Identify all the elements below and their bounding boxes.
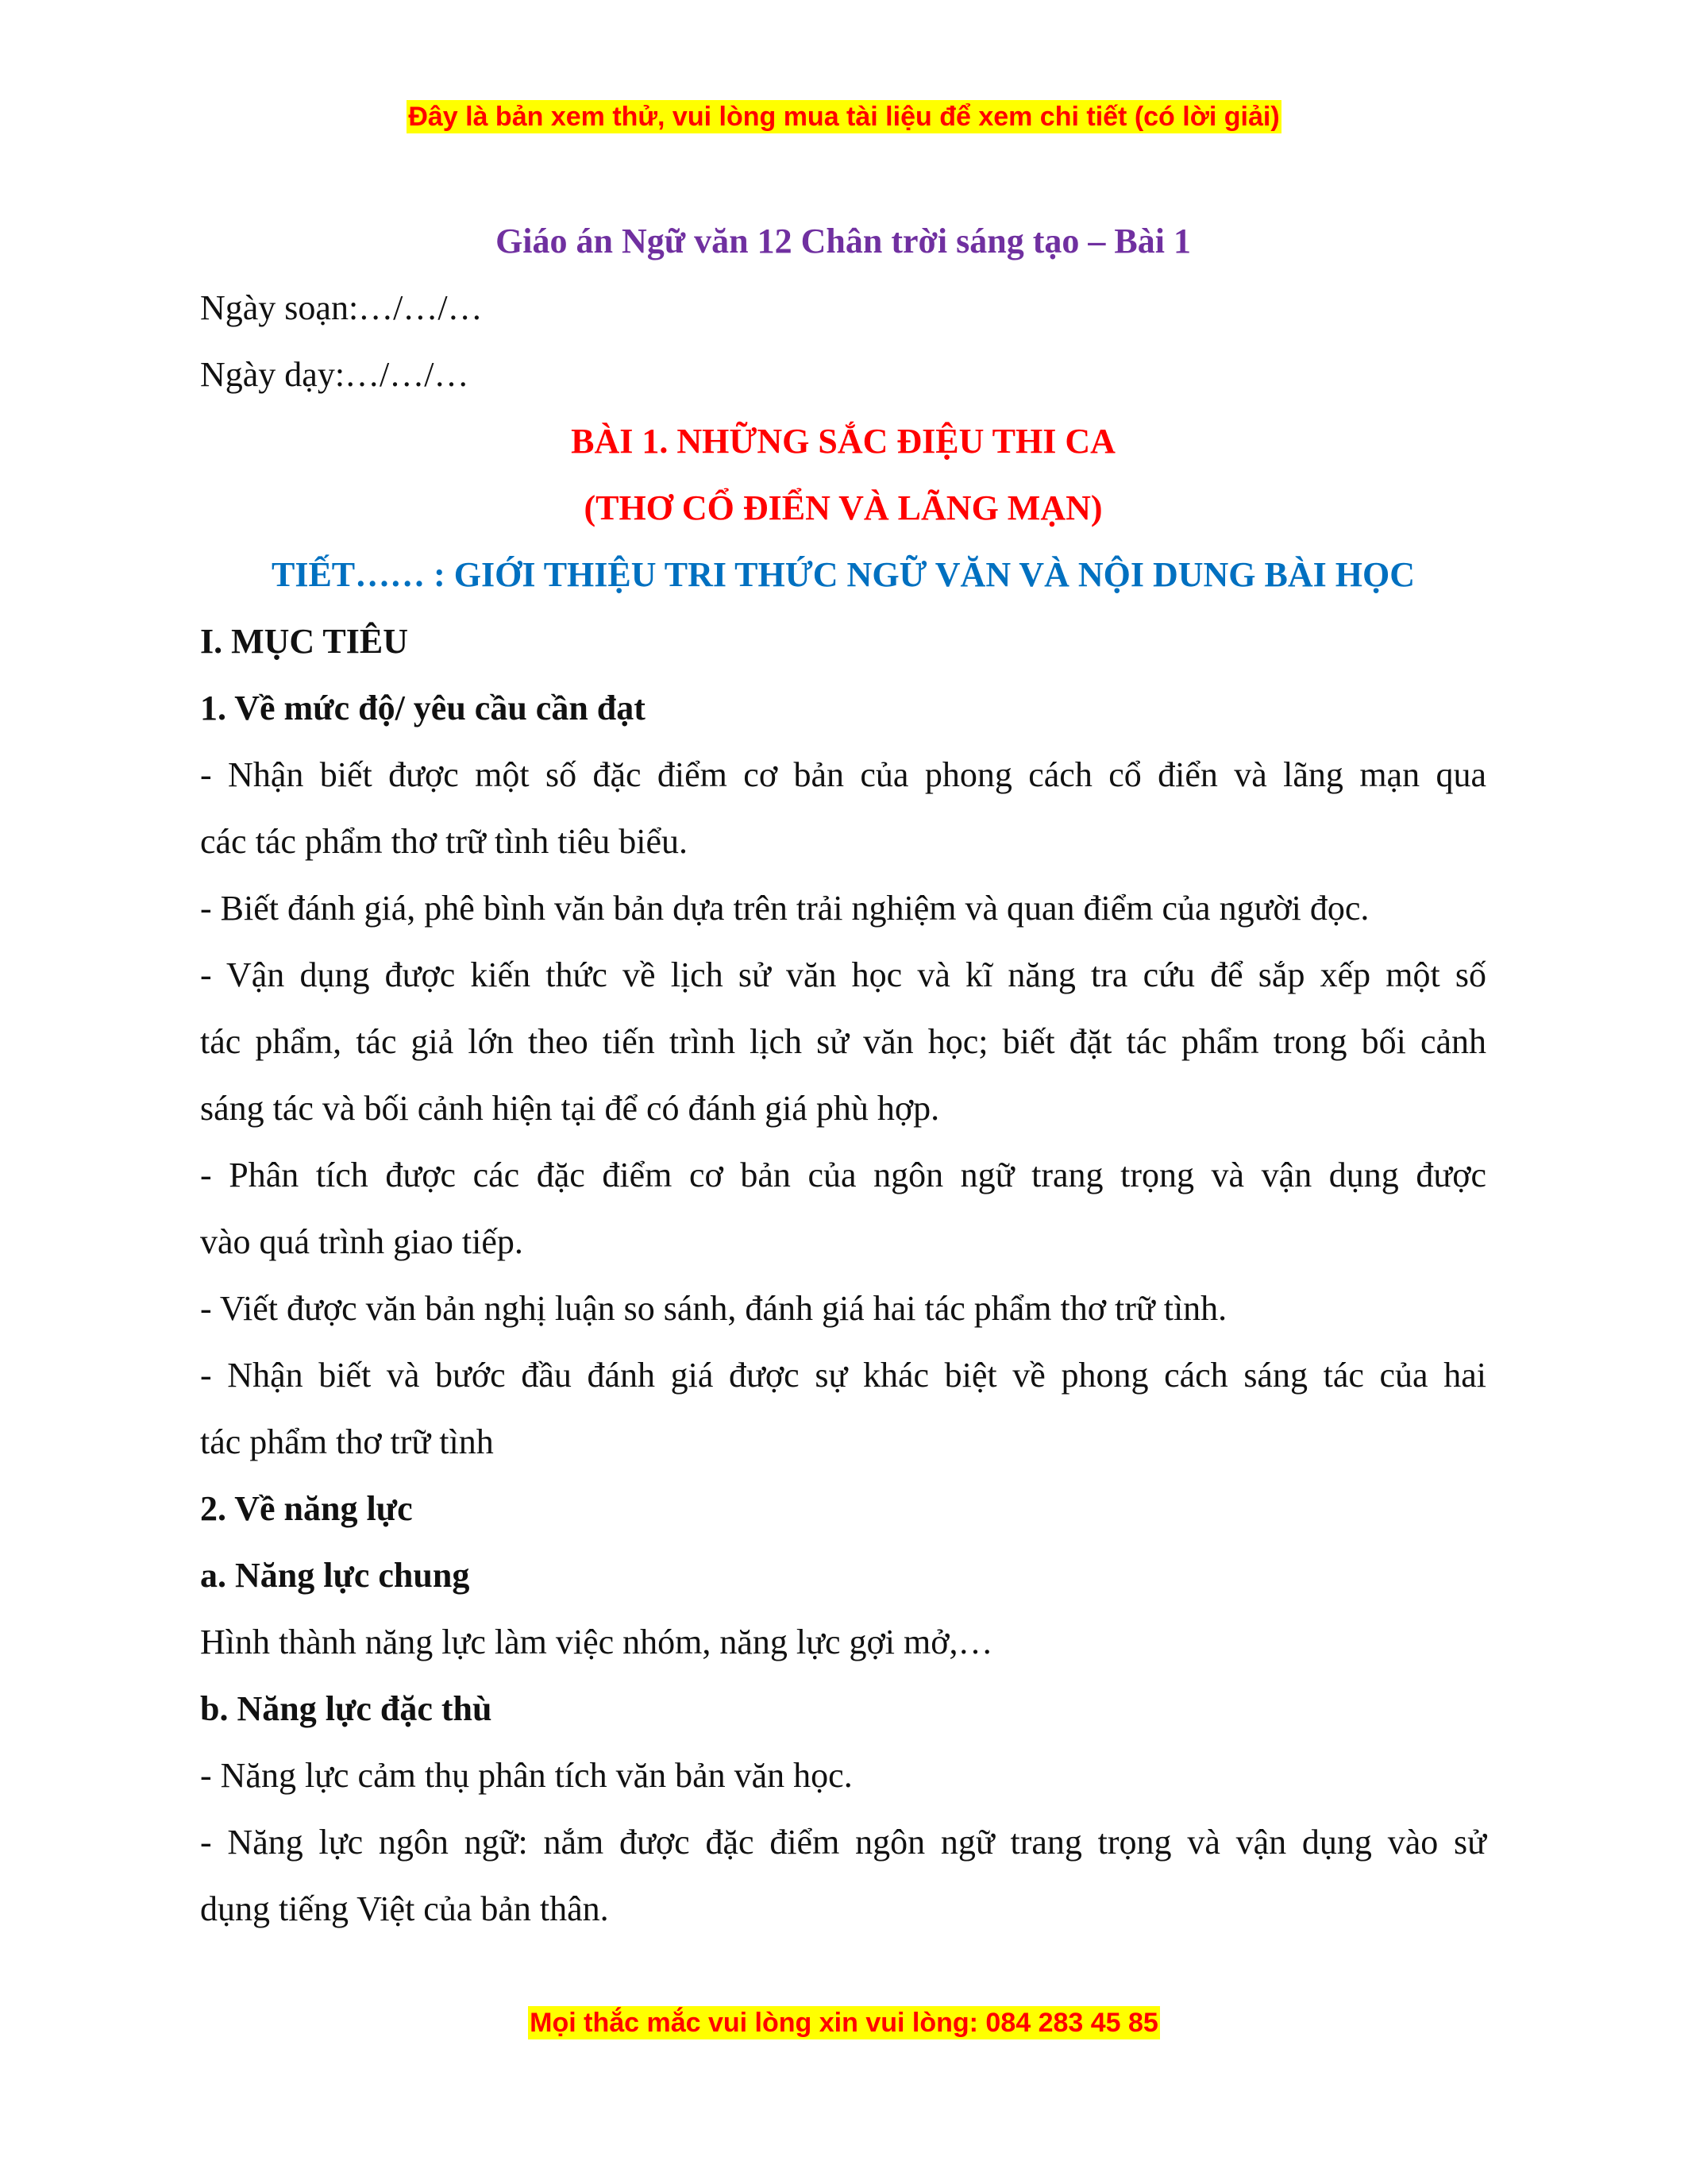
contact-text: Mọi thắc mắc vui lòng xin vui lòng: 084 283 45 85 [530, 2008, 1158, 2038]
period-title: TIẾT…… : GIỚI THIỆU TRI THỨC NGỮ VĂN VÀ NỘI DUNG BÀI HỌC [271, 555, 1415, 594]
requirement-line: - Nhận biết được một số đặc điểm cơ bản của phong cách cổ điển và lãng mạn qua [200, 755, 1486, 794]
general-competency-heading: a. Năng lực chung [200, 1556, 470, 1595]
requirement-line: tác phẩm thơ trữ tình [200, 1422, 494, 1461]
competency-item [200, 1742, 1486, 1809]
requirement-line: vào quá trình giao tiếp. [200, 1222, 523, 1261]
requirement-line: - Nhận biết và bước đầu đánh giá được sự khác biệt về phong cách sáng tác của hai [200, 1356, 1486, 1395]
competency-line: - Năng lực ngôn ngữ: nắm được đặc điểm ngôn ngữ trang trọng và vận dụng vào sử [200, 1823, 1486, 1862]
general-competency-text: Hình thành năng lực làm việc nhóm, năng lực gợi mở,… [200, 1623, 993, 1661]
document-body [200, 208, 1486, 1943]
preview-notice-text: Đây là bản xem thử, vui lòng mua tài liệu để xem chi tiết (có lời giải) [408, 102, 1280, 132]
subsection-heading-requirements: 1. Về mức độ/ yêu cầu cần đạt [200, 689, 646, 727]
date-prepared: Ngày soạn:…/…/… [200, 288, 483, 327]
date-taught: Ngày dạy:…/…/… [200, 355, 469, 394]
lesson-subtitle: (THƠ CỔ ĐIỂN VÀ LÃNG MẠN) [584, 488, 1103, 527]
lesson-title: BÀI 1. NHỮNG SẮC ĐIỆU THI CA [571, 422, 1116, 461]
competency-item [200, 1809, 1486, 1943]
requirements-list [200, 742, 1486, 1476]
contact-banner [0, 2008, 1688, 2039]
requirement-item [200, 942, 1486, 1142]
requirement-line: - Vận dụng được kiến thức về lịch sử văn học và kĩ năng tra cứu để sắp xếp một số [200, 955, 1486, 994]
subsection-heading-competencies: 2. Về năng lực [200, 1489, 413, 1528]
requirement-item [200, 1142, 1486, 1275]
specific-competency-list [200, 1742, 1486, 1943]
requirement-item [200, 1342, 1486, 1476]
competency-line: dụng tiếng Việt của bản thân. [200, 1889, 609, 1928]
specific-competency-heading: b. Năng lực đặc thù [200, 1689, 492, 1728]
requirement-line: - Phân tích được các đặc điểm cơ bản của ngôn ngữ trang trọng và vận dụng được [200, 1156, 1486, 1194]
requirement-line: - Biết đánh giá, phê bình văn bản dựa trên trải nghiệm và quan điểm của người đọc. [200, 889, 1370, 928]
requirement-item [200, 742, 1486, 875]
requirement-line: sáng tác và bối cảnh hiện tại để có đánh giá phù hợp. [200, 1089, 940, 1128]
requirement-line: - Viết được văn bản nghị luận so sánh, đánh giá hai tác phẩm thơ trữ tình. [200, 1289, 1227, 1328]
competency-line: - Năng lực cảm thụ phân tích văn bản văn học. [200, 1756, 853, 1795]
document-title: Giáo án Ngữ văn 12 Chân trời sáng tạo – Bài 1 [495, 222, 1191, 260]
requirement-item [200, 875, 1486, 942]
requirement-item [200, 1275, 1486, 1342]
section-heading-objectives: I. MỤC TIÊU [200, 622, 409, 661]
preview-notice-banner [0, 102, 1688, 133]
requirement-line: các tác phẩm thơ trữ tình tiêu biểu. [200, 822, 688, 861]
requirement-line: tác phẩm, tác giả lớn theo tiến trình lịch sử văn học; biết đặt tác phẩm trong bối cảnh [200, 1022, 1486, 1061]
